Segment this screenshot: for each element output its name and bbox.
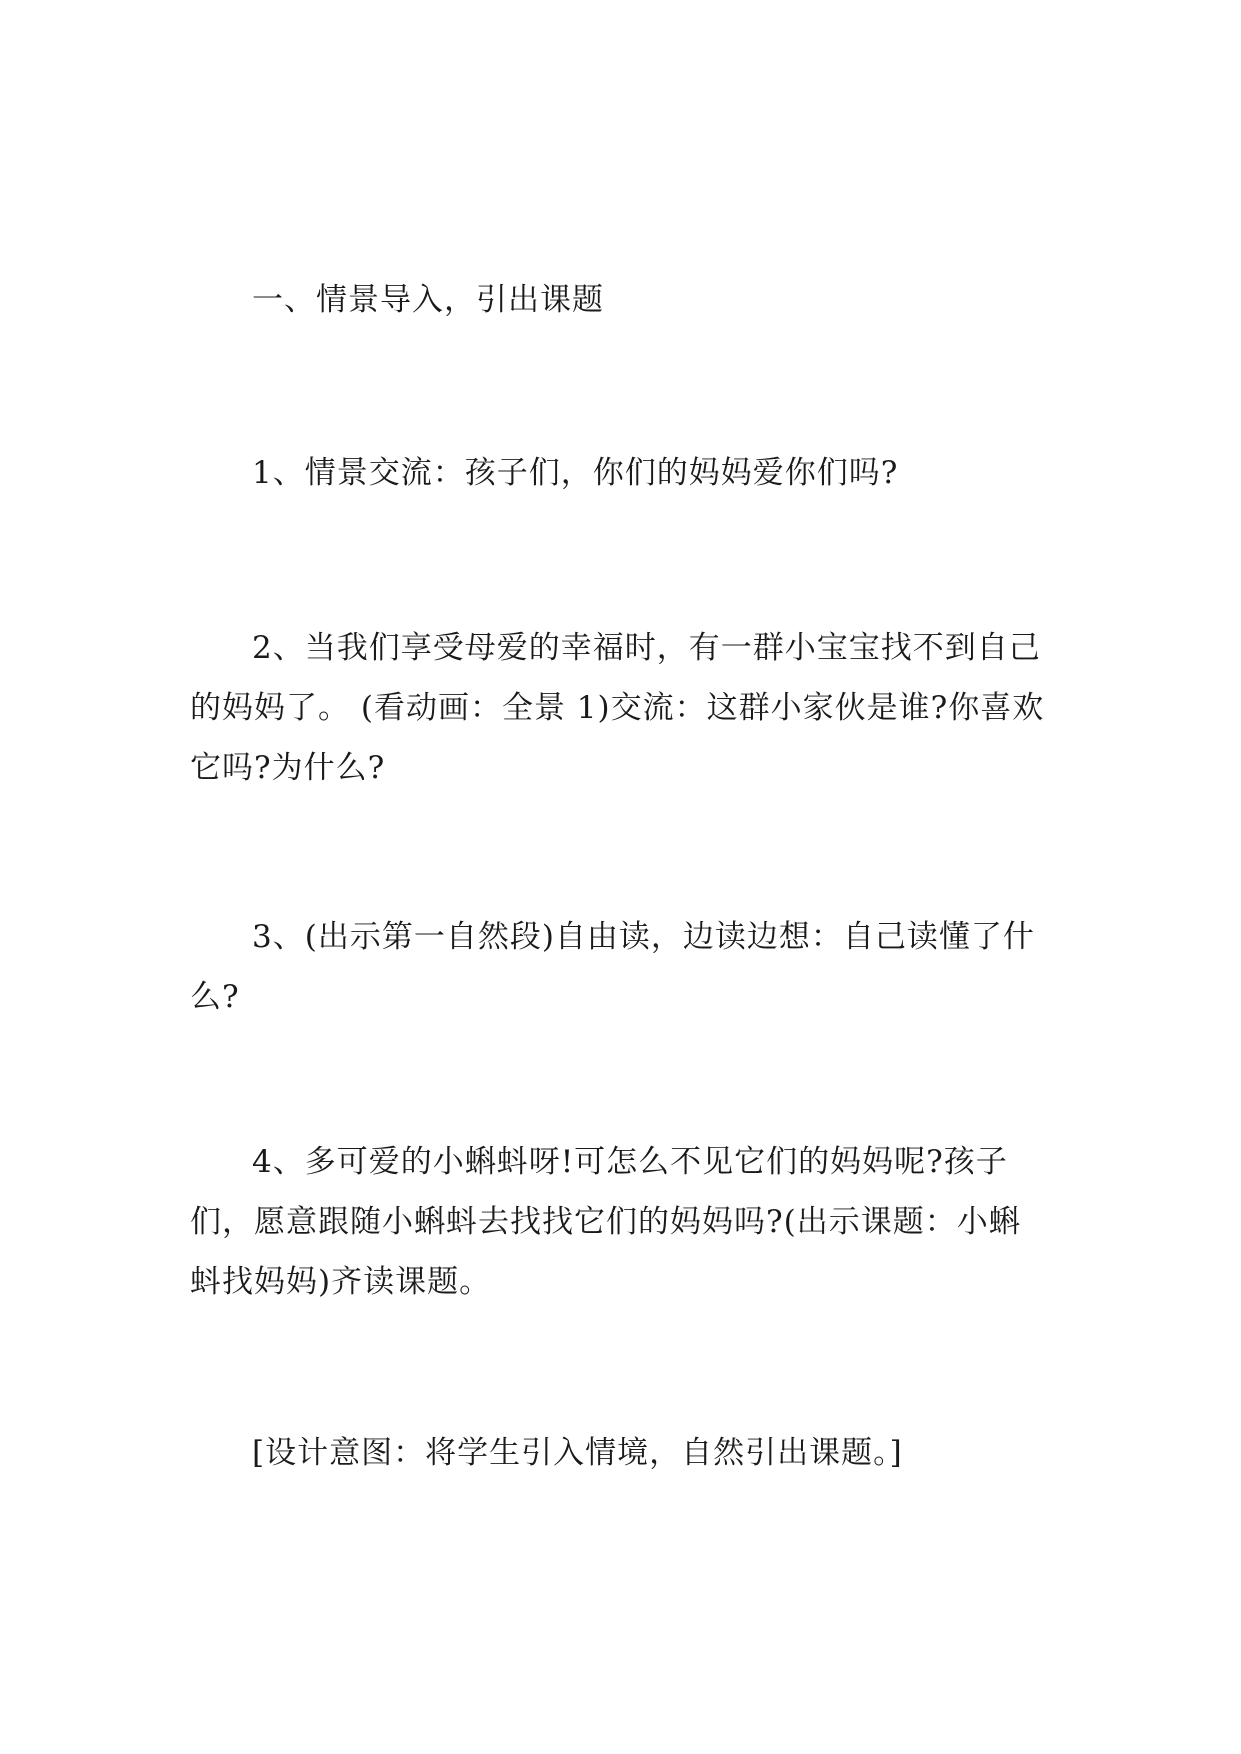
- design-intent-note: [设计意图：将学生引入情境，自然引出课题。]: [252, 1435, 903, 1471]
- paragraph-3: 3、(出示第一自然段)自由读，边读边想：自己读懂了什么?: [190, 919, 1035, 1015]
- section-heading: 一、情景导入，引出课题: [252, 282, 604, 318]
- paragraph-1: 1、情景交流：孩子们，你们的妈妈爱你们吗?: [252, 455, 899, 491]
- paragraph-2: 2、当我们享受母爱的幸福时，有一群小宝宝找不到自己的妈妈了。 (看动画：全景 1)交流：这群小家伙是谁?你喜欢它吗?为什么?: [190, 630, 1045, 786]
- paragraph-4: 4、多可爱的小蝌蚪呀!可怎么不见它们的妈妈呢?孩子们，愿意跟随小蝌蚪去找找它们的妈妈吗?(出示课题：小蝌蚪找妈妈)齐读课题。: [190, 1144, 1021, 1300]
